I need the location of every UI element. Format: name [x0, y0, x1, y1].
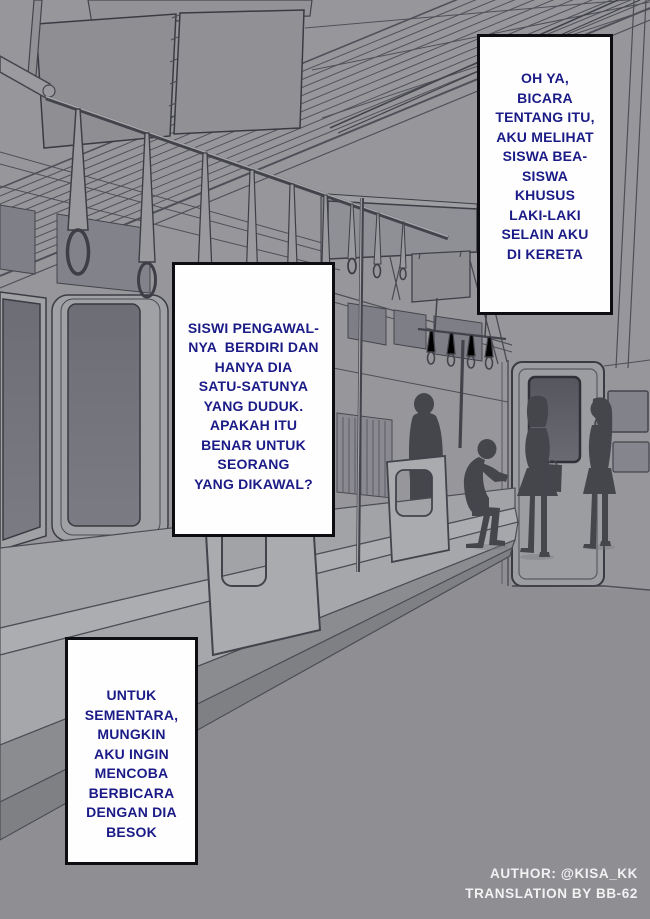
bubble-line: SISWA [521, 167, 569, 184]
side-window [52, 295, 168, 541]
bubble-line: HANYA DIA [214, 358, 293, 375]
bubble-line: AKU MELIHAT [496, 128, 594, 145]
bubble-line: YANG DUDUK. [203, 397, 304, 414]
right-window [613, 442, 649, 472]
side-window [0, 292, 46, 550]
bubble-line: BERBICARA [88, 784, 175, 801]
vent-window [0, 205, 35, 274]
far-window [348, 303, 386, 345]
bubble-line: DI KERETA [506, 245, 584, 262]
rack-ad-panel [412, 251, 470, 302]
bubble-line: SATU-SATUNYA [198, 378, 309, 395]
bubble-line: OH YA, [521, 70, 569, 86]
translation-credit: TRANSLATION BY BB-62 [465, 886, 638, 901]
bubble-line: UNTUK [106, 687, 157, 703]
bubble-line: MUNGKIN [97, 726, 166, 742]
bubble-line: MENCOBA [94, 765, 169, 781]
speech-bubble-middle-left [172, 262, 335, 537]
bubble-line: DENGAN DIA [86, 804, 177, 820]
credits [465, 864, 638, 904]
school-bag [544, 464, 562, 492]
author-credit: AUTHOR: @KISA_KK [489, 866, 638, 881]
bubble-line: BICARA [517, 89, 573, 106]
bubble-line: SISWI PENGAWAL- [187, 319, 320, 336]
bubble-line: KHUSUS [514, 187, 576, 203]
bubble-line: SELAIN AKU [501, 226, 589, 242]
bubble-line: AKU INGIN [94, 745, 169, 762]
right-window [608, 391, 648, 432]
speech-bubble-bottom-left [65, 637, 198, 865]
speech-bubble-top-right [477, 34, 613, 315]
bubble-line: BENAR UNTUK [201, 436, 306, 453]
bubble-line: NYA BERDIRI DAN [188, 339, 319, 356]
bubble-line: TENTANG ITU, [495, 109, 595, 125]
bubble-line: SEMENTARA, [84, 706, 179, 723]
bubble-line: LAKI-LAKI [509, 206, 581, 223]
slatted-panel [337, 413, 392, 498]
bubble-line: SISWA BEA- [502, 148, 588, 164]
bubble-line: APAKAH ITU [209, 417, 298, 434]
bubble-line: SEORANG [217, 456, 290, 473]
bubble-line: BESOK [106, 823, 157, 840]
bubble-line: YANG DIKAWAL? [194, 475, 313, 492]
